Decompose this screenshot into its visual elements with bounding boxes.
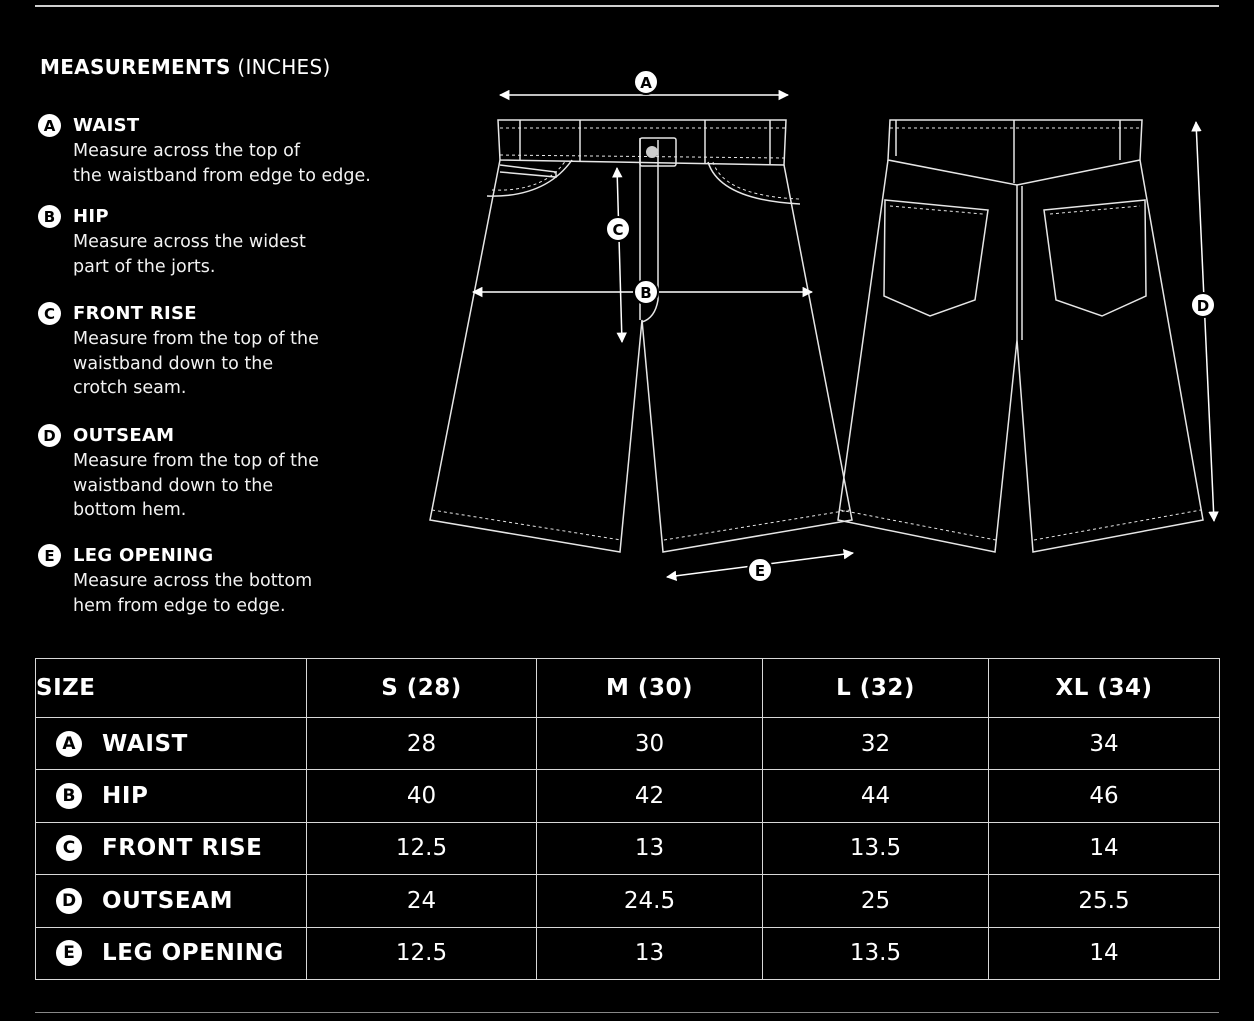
table-row [36,927,1220,979]
badge-b: B [38,205,61,228]
marker-a-label: A [640,74,652,92]
table-cell: 24.5 [537,875,763,927]
row-label: WAIST [102,730,188,757]
table-cell: 24 [307,875,537,927]
table-cell: 42 [537,770,763,822]
table-cell: 13 [537,927,763,979]
table-cell: 14 [989,927,1220,979]
guide-title: FRONT RISE [73,303,197,324]
header-m: M (30) [537,659,763,718]
table-cell: 46 [989,770,1220,822]
table-cell: 28 [307,718,537,770]
badge-d: D [56,888,82,914]
table-header-row [36,659,1220,718]
table-cell: 40 [307,770,537,822]
table-cell: 25.5 [989,875,1220,927]
row-label: FRONT RISE [102,835,263,862]
badge-e: E [56,940,82,966]
arrow-d [1196,122,1214,521]
guide-description: Measure across the top of the waistband from edge to edge. [73,141,371,186]
badge-e: E [38,544,61,567]
table-cell: 34 [989,718,1220,770]
arrow-c [617,168,622,342]
table-row [36,718,1220,770]
bottom-divider [35,1012,1219,1013]
row-label: HIP [102,783,149,810]
table-row [36,875,1220,927]
table-row [36,770,1220,822]
table-cell: 13.5 [763,927,989,979]
guide-description: Measure across the widest part of the jorts. [73,232,306,277]
guide-title: LEG OPENING [73,545,214,566]
table-cell: 44 [763,770,989,822]
table-cell: 14 [989,822,1220,874]
guide-title: WAIST [73,115,140,136]
size-chart-table [35,658,1220,980]
badge-b: B [56,783,82,809]
badge-a: A [56,731,82,757]
marker-b-label: B [640,284,652,302]
row-label: LEG OPENING [102,940,284,967]
guide-title: HIP [73,206,109,227]
measurements-heading: MEASUREMENTS (INCHES) [40,55,331,79]
header-xl: XL (34) [989,659,1220,718]
header-l: L (32) [763,659,989,718]
badge-a: A [38,114,61,137]
row-label: OUTSEAM [102,887,234,914]
badge-d: D [38,424,61,447]
table-cell: 32 [763,718,989,770]
marker-c-label: C [612,221,624,239]
table-cell: 12.5 [307,927,537,979]
front-view [430,120,852,552]
guide-description: Measure from the top of the waistband down to the bottom hem. [73,451,319,520]
table-cell: 13 [537,822,763,874]
marker-d-label: D [1196,297,1210,315]
guide-description: Measure across the bottom hem from edge to edge. [73,571,313,616]
table-row [36,822,1220,874]
header-size: SIZE [36,659,307,718]
badge-c: C [56,835,82,861]
button-icon [646,146,658,158]
table-cell: 12.5 [307,822,537,874]
table-cell: 25 [763,875,989,927]
table-cell: 13.5 [763,822,989,874]
back-view [838,120,1203,552]
table-cell: 30 [537,718,763,770]
guide-description: Measure from the top of the waistband down to the crotch seam. [73,329,319,398]
header-s: S (28) [307,659,537,718]
marker-e-label: E [754,562,766,580]
guide-title: OUTSEAM [73,425,175,446]
badge-c: C [38,302,61,325]
